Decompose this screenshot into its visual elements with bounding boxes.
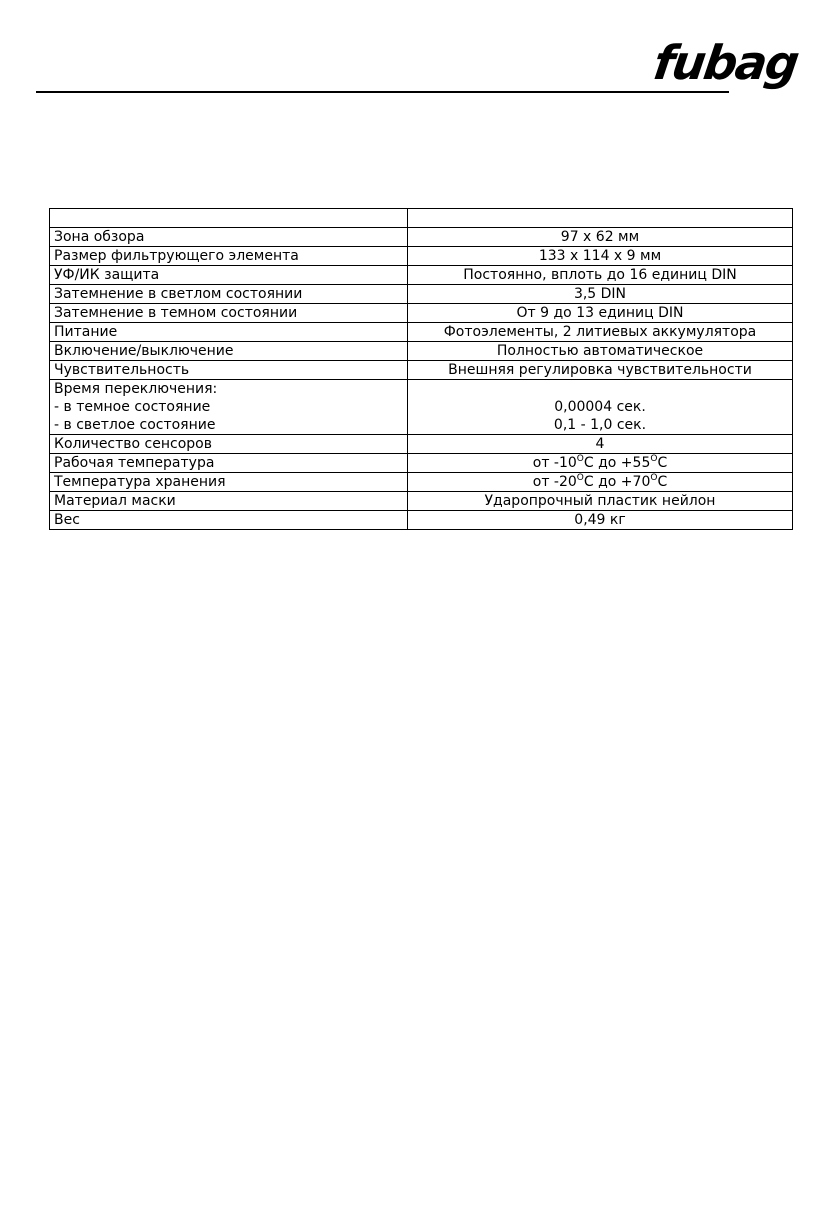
param-cell: Затемнение в темном состоянии: [50, 304, 408, 323]
value-cell: Полностью автоматическое: [408, 342, 793, 361]
table-row: [50, 228, 793, 247]
switch-time-title: Время переключения:: [54, 381, 218, 397]
header-cell-param: [50, 209, 408, 228]
switch-dark-value: 0,00004 сек.: [554, 399, 646, 415]
table-row: [50, 435, 793, 454]
degree-sup: O: [650, 473, 658, 483]
value-cell: Внешняя регулировка чувствительности: [408, 361, 793, 380]
value-cell: [408, 454, 793, 473]
degree-sup: O: [576, 473, 584, 483]
param-cell: Рабочая температура: [50, 454, 408, 473]
switch-light-label: - в светлое состояние: [54, 417, 216, 433]
header-rule: [36, 91, 729, 93]
degree-sup: O: [650, 454, 658, 464]
table-row: [50, 361, 793, 380]
value-cell: 0,49 кг: [408, 511, 793, 530]
param-cell: Зона обзора: [50, 228, 408, 247]
table-row-switch-time: [50, 380, 793, 435]
value-cell: Постоянно, вплоть до 16 единиц DIN: [408, 266, 793, 285]
temp-part: C: [657, 474, 668, 490]
table-header-row: [50, 209, 793, 228]
param-cell: Температура хранения: [50, 473, 408, 492]
value-cell: [408, 380, 793, 435]
value-cell: Ударопрочный пластик нейлон: [408, 492, 793, 511]
param-cell: [50, 380, 408, 435]
switch-light-value: 0,1 - 1,0 сек.: [553, 417, 647, 433]
table-row: [50, 285, 793, 304]
param-cell: Чувствительность: [50, 361, 408, 380]
value-cell: Фотоэлементы, 2 литиевых аккумулятора: [408, 323, 793, 342]
param-cell: Питание: [50, 323, 408, 342]
param-cell: Количество сенсоров: [50, 435, 408, 454]
param-cell: Материал маски: [50, 492, 408, 511]
table-row: [50, 511, 793, 530]
table-row: [50, 492, 793, 511]
value-cell: [408, 473, 793, 492]
brand-logo: fubag: [650, 36, 801, 91]
table-row: [50, 247, 793, 266]
temp-part: C до +55: [583, 455, 651, 471]
table-row: [50, 342, 793, 361]
table-row: [50, 323, 793, 342]
temp-part: от -10: [532, 455, 577, 471]
switch-dark-label: - в темное состояние: [54, 399, 211, 415]
temp-part: C до +70: [583, 474, 651, 490]
header-cell-value: [408, 209, 793, 228]
spec-table: [49, 208, 793, 530]
table-row: [50, 304, 793, 323]
param-cell: Размер фильтрующего элемента: [50, 247, 408, 266]
param-cell: Вес: [50, 511, 408, 530]
temp-part: C: [657, 455, 668, 471]
table-row: [50, 454, 793, 473]
degree-sup: O: [576, 454, 584, 464]
param-cell: Включение/выключение: [50, 342, 408, 361]
value-cell: 4: [408, 435, 793, 454]
value-cell: От 9 до 13 единиц DIN: [408, 304, 793, 323]
temp-part: от -20: [532, 474, 577, 490]
value-cell: 97 х 62 мм: [408, 228, 793, 247]
table-row: [50, 473, 793, 492]
table-row: [50, 266, 793, 285]
value-cell: 133 х 114 х 9 мм: [408, 247, 793, 266]
param-cell: УФ/ИК защита: [50, 266, 408, 285]
param-cell: Затемнение в светлом состоянии: [50, 285, 408, 304]
switch-blank-line: [408, 380, 792, 398]
value-cell: 3,5 DIN: [408, 285, 793, 304]
